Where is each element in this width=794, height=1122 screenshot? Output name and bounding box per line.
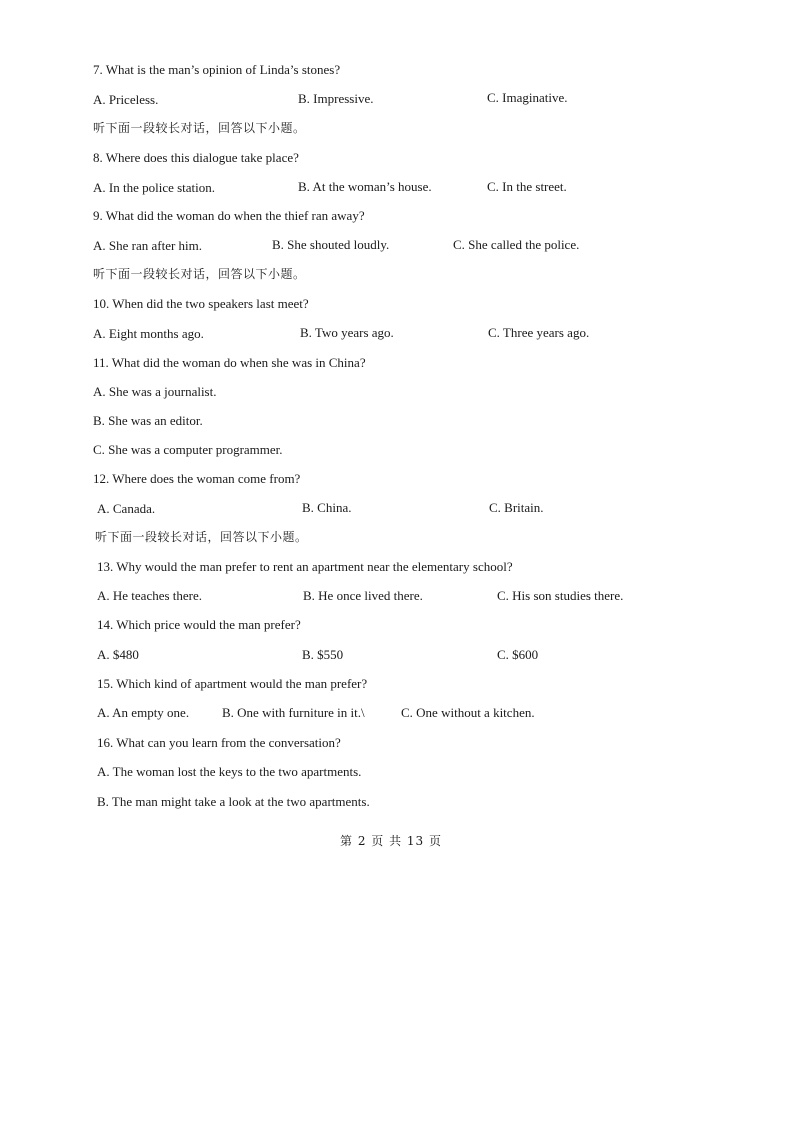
question-12-option-c: C. Britain. (489, 500, 544, 515)
question-15-option-b: B. One with furniture in it.\ (222, 705, 365, 720)
question-9-option-b: B. She shouted loudly. (272, 237, 390, 252)
question-13-stem: 13. Why would the man prefer to rent an apartment near the elementary school? (97, 559, 513, 574)
question-13-option-b: B. He once lived there. (303, 588, 423, 603)
question-7-stem: 7. What is the man’s opinion of Linda’s stones? (93, 62, 341, 77)
question-8-option-c: C. In the street. (487, 179, 567, 194)
question-14-option-a: A. $480 (97, 647, 139, 662)
question-13-option-a: A. He teaches there. (97, 588, 203, 603)
question-11-option-c: C. She was a computer programmer. (93, 442, 283, 457)
question-16-option-a: A. The woman lost the keys to the two apartments. (97, 764, 362, 779)
question-11-option-b: B. She was an editor. (93, 413, 203, 428)
question-7-option-b: B. Impressive. (298, 91, 374, 106)
question-15-option-c: C. One without a kitchen. (401, 705, 535, 720)
question-10-option-c: C. Three years ago. (488, 325, 590, 340)
question-10-stem: 10. When did the two speakers last meet? (93, 296, 309, 311)
section-instruction: 听下面一段较长对话，回答以下小题。 (95, 530, 308, 544)
question-13-option-c: C. His son studies there. (497, 588, 624, 603)
question-15-option-a: A. An empty one. (97, 705, 190, 720)
question-11-stem: 11. What did the woman do when she was in China? (93, 355, 366, 370)
question-14-option-b: B. $550 (302, 647, 344, 662)
question-14-option-c: C. $600 (497, 647, 539, 662)
question-16-option-b: B. The man might take a look at the two apartments. (97, 794, 370, 809)
question-12-option-b: B. China. (302, 500, 352, 515)
question-10-option-a: A. Eight months ago. (93, 326, 204, 341)
question-9-option-c: C. She called the police. (453, 237, 580, 252)
question-16-stem: 16. What can you learn from the conversation? (97, 735, 341, 750)
question-9-option-a: A. She ran after him. (93, 238, 203, 253)
question-12-stem: 12. Where does the woman come from? (93, 471, 301, 486)
question-9-stem: 9. What did the woman do when the thief ran away? (93, 208, 365, 223)
question-14-stem: 14. Which price would the man prefer? (97, 617, 301, 632)
question-15-stem: 15. Which kind of apartment would the man prefer? (97, 676, 368, 691)
question-12-option-a: A. Canada. (97, 501, 156, 516)
question-7-option-a: A. Priceless. (93, 92, 159, 107)
question-8-option-b: B. At the woman’s house. (298, 179, 432, 194)
question-8-option-a: A. In the police station. (93, 180, 216, 195)
question-11-option-a: A. She was a journalist. (93, 384, 217, 399)
section-instruction: 听下面一段较长对话，回答以下小题。 (93, 121, 306, 135)
question-7-option-c: C. Imaginative. (487, 90, 568, 105)
page-number-footer: 第 2 页 共 13 页 (340, 834, 442, 848)
section-instruction: 听下面一段较长对话，回答以下小题。 (93, 267, 306, 281)
question-10-option-b: B. Two years ago. (300, 325, 394, 340)
question-8-stem: 8. Where does this dialogue take place? (93, 150, 299, 165)
